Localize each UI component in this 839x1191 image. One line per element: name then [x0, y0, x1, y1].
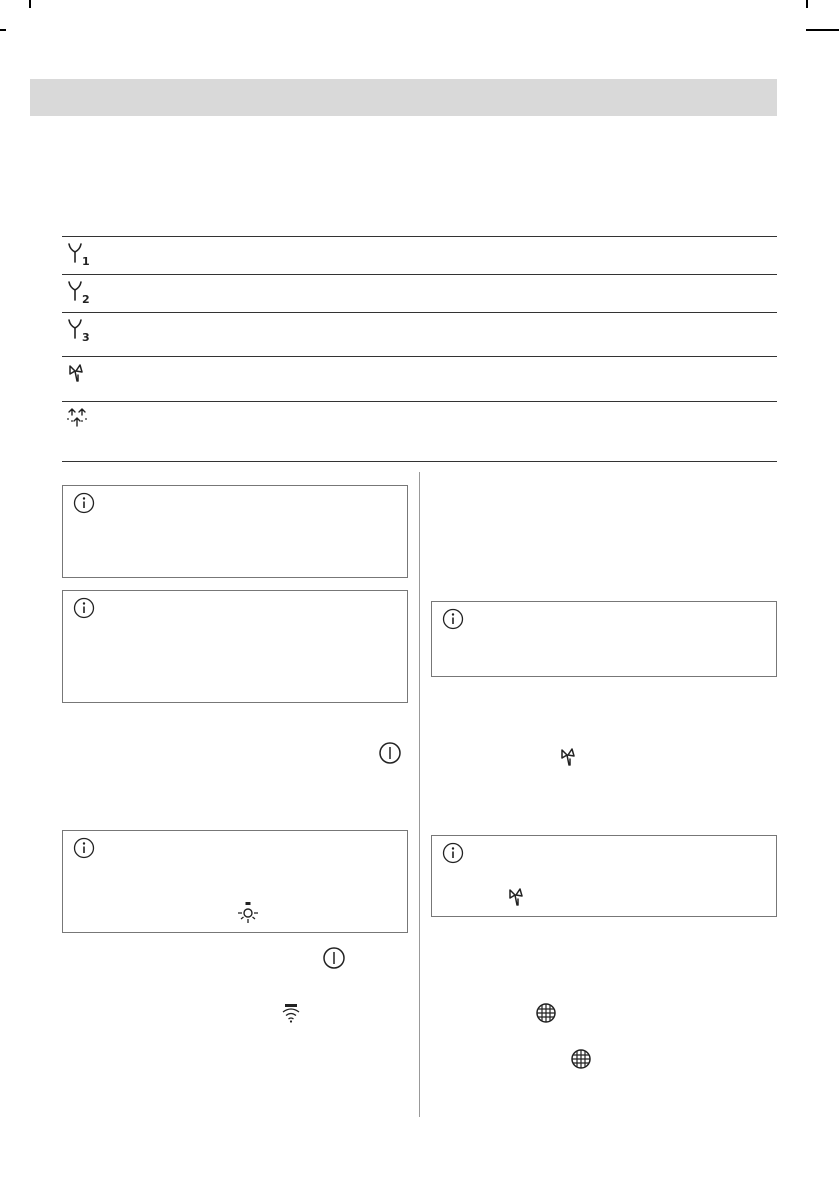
fan-boost-icon	[558, 746, 582, 772]
info-icon	[442, 842, 464, 864]
info-note	[62, 485, 408, 578]
fan-boost-icon	[66, 362, 90, 388]
info-icon	[73, 837, 95, 859]
info-icon	[73, 597, 95, 619]
crop-mark-top-left-h	[0, 29, 6, 31]
table-rule	[62, 274, 777, 275]
breeze-icon	[66, 406, 90, 432]
power-icon	[322, 946, 346, 970]
filter-grid-icon	[535, 1002, 557, 1024]
wifi-icon	[279, 1002, 303, 1026]
section-header-bar	[30, 79, 777, 116]
table-rule	[62, 236, 777, 237]
filter-grid-icon	[570, 1048, 592, 1070]
info-note	[62, 590, 408, 703]
info-icon	[442, 608, 464, 630]
fan-speed-1-icon	[66, 242, 90, 268]
column-divider	[419, 472, 420, 1117]
table-rule	[62, 401, 777, 402]
light-icon	[236, 901, 260, 925]
crop-mark-top-right-h	[806, 29, 839, 31]
table-rule	[62, 312, 777, 313]
info-icon	[73, 492, 95, 514]
fan-speed-2-icon	[66, 280, 90, 306]
crop-mark-top-left-v	[29, 0, 31, 8]
table-rule	[62, 461, 777, 462]
info-note	[431, 835, 777, 917]
power-icon	[378, 741, 402, 765]
fan-row-subscript: 1	[82, 255, 90, 268]
info-note	[431, 601, 777, 677]
fan-speed-3-icon	[66, 318, 90, 344]
crop-mark-top-right-v	[806, 0, 808, 8]
info-note	[62, 830, 408, 933]
fan-boost-icon	[506, 886, 530, 912]
table-rule	[62, 356, 777, 357]
fan-row-subscript: 2	[82, 293, 90, 306]
fan-row-subscript: 3	[82, 331, 90, 344]
